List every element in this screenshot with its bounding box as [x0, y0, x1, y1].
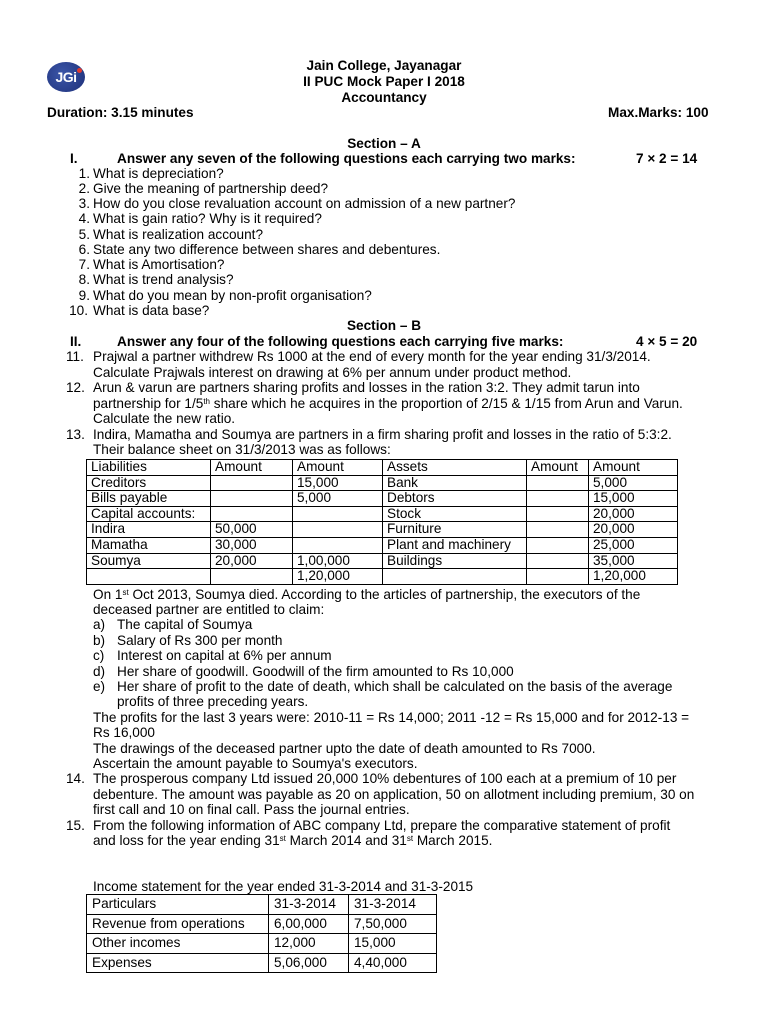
table-cell: 1,00,000 — [293, 553, 383, 569]
table-cell: 31-3-2014 — [349, 895, 437, 915]
text-part: and loss for the year ending 31 — [93, 833, 280, 848]
text-part: share which he acquires in the proportion of 2/15 & 1/15 from Arun and Varun. — [210, 396, 683, 411]
question-text — [93, 587, 640, 603]
table-cell: 5,06,000 — [269, 953, 349, 973]
table-cell — [383, 569, 527, 585]
table-cell — [527, 569, 589, 585]
claim-key: b) — [93, 633, 106, 648]
table-cell: Amount — [293, 460, 383, 476]
table-cell: Amount — [211, 460, 293, 476]
table-cell: 4,40,000 — [349, 953, 437, 973]
superscript: th — [203, 397, 210, 406]
table-row — [87, 522, 678, 538]
table-cell: 7,50,000 — [349, 914, 437, 934]
table-row — [87, 895, 437, 915]
table-cell — [211, 491, 293, 507]
duration: Duration: 3.15 minutes — [47, 105, 194, 120]
question-text: The prosperous company Ltd issued 20,000 10% debentures of 100 each at a premium of 10 per — [93, 771, 677, 786]
claim-key: d) — [93, 664, 106, 679]
logo-text: JGi — [55, 69, 77, 85]
question-text: What is depreciation? — [93, 166, 224, 181]
question-text: Calculate Prajwals interest on drawing at 6% per annum under product method. — [93, 365, 572, 380]
table-cell: 31-3-2014 — [269, 895, 349, 915]
table-row — [87, 460, 678, 476]
question-text: The drawings of the deceased partner upto the date of death amounted to Rs 7000. — [93, 741, 596, 756]
table-cell — [293, 537, 383, 553]
superscript: st — [279, 834, 286, 843]
claim-text: Her share of goodwill. Goodwill of the firm amounted to Rs 10,000 — [117, 664, 514, 679]
claim-text: The capital of Soumya — [117, 617, 253, 632]
section-a-title: Section – A — [347, 136, 421, 151]
question-text: Prajwal a partner withdrew Rs 1000 at the end of every month for the year ending 31/3/2014. — [93, 349, 651, 364]
question-number: 13. — [66, 427, 85, 442]
max-marks-value: : 100 — [677, 105, 709, 120]
question-number: 14. — [66, 771, 85, 786]
table-cell — [211, 506, 293, 522]
question-text: How do you close revaluation account on admission of a new partner? — [93, 196, 516, 211]
question-text — [93, 396, 683, 412]
table-cell — [527, 491, 589, 507]
question-text: Arun & varun are partners sharing profits and losses in the ration 3:2. They admit tarun into — [93, 380, 640, 395]
table-cell: 35,000 — [589, 553, 678, 569]
section-b-instruction: Answer any four of the following questions each carrying five marks: — [117, 334, 564, 349]
income-statement-table — [86, 894, 437, 973]
question-text: What do you mean by non-profit organisation? — [93, 288, 372, 303]
table-cell: Particulars — [87, 895, 269, 915]
table-cell — [293, 506, 383, 522]
question-text: What is data base? — [93, 303, 210, 318]
table-cell: Bills payable — [87, 491, 211, 507]
table-cell: 1,20,000 — [293, 569, 383, 585]
table-cell — [527, 506, 589, 522]
table-cell: 20,000 — [589, 506, 678, 522]
table-cell: Creditors — [87, 475, 211, 491]
table-cell: 1,20,000 — [589, 569, 678, 585]
section-a-roman: I. — [70, 151, 78, 166]
paper-title: II PUC Mock Paper I 2018 — [303, 74, 465, 89]
table-cell: Furniture — [383, 522, 527, 538]
question-text: What is trend analysis? — [93, 272, 234, 287]
table-cell: Amount — [527, 460, 589, 476]
max-marks-label: Max.Marks — [608, 105, 678, 120]
table-row — [87, 537, 678, 553]
table-cell — [211, 475, 293, 491]
question-text: What is Amortisation? — [93, 257, 225, 272]
question-text: Their balance sheet on 31/3/2013 was as follows: — [93, 442, 391, 457]
question-text — [93, 833, 492, 849]
table-cell: Mamatha — [87, 537, 211, 553]
superscript: st — [122, 588, 129, 597]
table-cell: Capital accounts: — [87, 506, 211, 522]
table-cell: Other incomes — [87, 934, 269, 954]
text-part: partnership for 1/5 — [93, 396, 204, 411]
section-a-instruction: Answer any seven of the following questions each carrying two marks: — [117, 151, 576, 166]
claim-key: c) — [93, 648, 105, 663]
table-cell: Buildings — [383, 553, 527, 569]
question-text: debenture. The amount was payable as 20 on application, 50 on allotment including premium, 30 on — [93, 787, 695, 802]
table-cell — [211, 569, 293, 585]
income-statement-title: Income statement for the year ended 31-3-2014 and 31-3-2015 — [93, 879, 474, 894]
question-number: 9. — [78, 288, 90, 303]
section-b-roman: II. — [70, 334, 82, 349]
table-cell — [293, 522, 383, 538]
table-cell: Stock — [383, 506, 527, 522]
balance-sheet-table — [86, 459, 678, 585]
table-row — [87, 569, 678, 585]
question-text: deceased partner are entitled to claim: — [93, 602, 325, 617]
question-text: What is gain ratio? Why is it required? — [93, 211, 322, 226]
section-a-marks: 7 × 2 = 14 — [636, 151, 698, 166]
table-cell — [527, 537, 589, 553]
claim-text: Interest on capital at 6% per annum — [117, 648, 332, 663]
table-cell: 12,000 — [269, 934, 349, 954]
table-row — [87, 491, 678, 507]
claim-text: profits of three preceding years. — [117, 694, 309, 709]
question-number: 3. — [78, 196, 90, 211]
question-number: 6. — [78, 242, 90, 257]
table-cell — [527, 522, 589, 538]
table-cell: Debtors — [383, 491, 527, 507]
table-cell: Indira — [87, 522, 211, 538]
question-text: Rs 16,000 — [93, 725, 155, 740]
college-name: Jain College, Jayanagar — [306, 58, 462, 73]
table-cell: 6,00,000 — [269, 914, 349, 934]
table-row — [87, 934, 437, 954]
question-text: first call and 10 on final call. Pass the journal entries. — [93, 802, 410, 817]
claim-text: Her share of profit to the date of death, which shall be calculated on the basis of the average — [117, 679, 673, 694]
table-row — [87, 953, 437, 973]
table-cell: 20,000 — [589, 522, 678, 538]
table-cell: Bank — [383, 475, 527, 491]
table-row — [87, 914, 437, 934]
table-row — [87, 475, 678, 491]
table-cell: Expenses — [87, 953, 269, 973]
superscript: st — [406, 834, 414, 843]
question-number: 1. — [78, 166, 90, 181]
question-text: The profits for the last 3 years were: 2010-11 = Rs 14,000; 2011 -12 = Rs 15,000 and for 2012-13 = — [93, 710, 690, 725]
claim-text: Salary of Rs 300 per month — [117, 633, 283, 648]
table-cell: 15,000 — [349, 934, 437, 954]
table-cell: 50,000 — [211, 522, 293, 538]
question-number: 12. — [66, 380, 85, 395]
question-text: State any two difference between shares and debentures. — [93, 242, 441, 257]
table-cell: Soumya — [87, 553, 211, 569]
table-cell: Revenue from operations — [87, 914, 269, 934]
question-number: 5. — [78, 227, 90, 242]
section-b-marks: 4 × 5 = 20 — [636, 334, 698, 349]
question-text: Indira, Mamatha and Soumya are partners in a firm sharing profit and losses in the ratio of 5:3:2. — [93, 427, 672, 442]
question-number: 11. — [66, 349, 84, 364]
question-number: 8. — [78, 272, 90, 287]
table-cell — [87, 569, 211, 585]
max-marks — [608, 105, 709, 121]
text-part: March 2015. — [413, 833, 493, 848]
claim-key: e) — [93, 679, 106, 694]
section-b-title: Section – B — [346, 318, 422, 333]
table-cell: Assets — [383, 460, 527, 476]
table-cell: 5,000 — [293, 491, 383, 507]
question-number: 10. — [69, 303, 88, 318]
table-cell — [527, 475, 589, 491]
subject-title: Accountancy — [341, 90, 427, 105]
text-part: Oct 2013, Soumya died. According to the articles of partnership, the executors of the — [128, 587, 641, 602]
question-text: Ascertain the amount payable to Soumya's executors. — [93, 756, 418, 771]
question-text: From the following information of ABC company Ltd, prepare the comparative statement of profit — [93, 818, 671, 833]
table-cell: 20,000 — [211, 553, 293, 569]
table-row — [87, 553, 678, 569]
claim-key: a) — [93, 617, 106, 632]
question-number: 2. — [78, 181, 90, 196]
table-cell: 15,000 — [589, 491, 678, 507]
table-cell: Plant and machinery — [383, 537, 527, 553]
table-cell: 30,000 — [211, 537, 293, 553]
table-cell: Amount — [589, 460, 678, 476]
question-number: 15. — [66, 818, 85, 833]
table-row — [87, 506, 678, 522]
table-cell: Liabilities — [87, 460, 211, 476]
table-cell: 15,000 — [293, 475, 383, 491]
question-number: 7. — [78, 257, 90, 272]
table-cell: 25,000 — [589, 537, 678, 553]
question-text: Give the meaning of partnership deed? — [93, 181, 329, 196]
question-text: What is realization account? — [93, 227, 264, 242]
question-text: Calculate the new ratio. — [93, 411, 236, 426]
question-number: 4. — [78, 211, 90, 226]
text-part: March 2014 and 31 — [285, 833, 407, 848]
text-part: On 1 — [93, 587, 123, 602]
table-cell: 5,000 — [589, 475, 678, 491]
table-cell — [527, 553, 589, 569]
